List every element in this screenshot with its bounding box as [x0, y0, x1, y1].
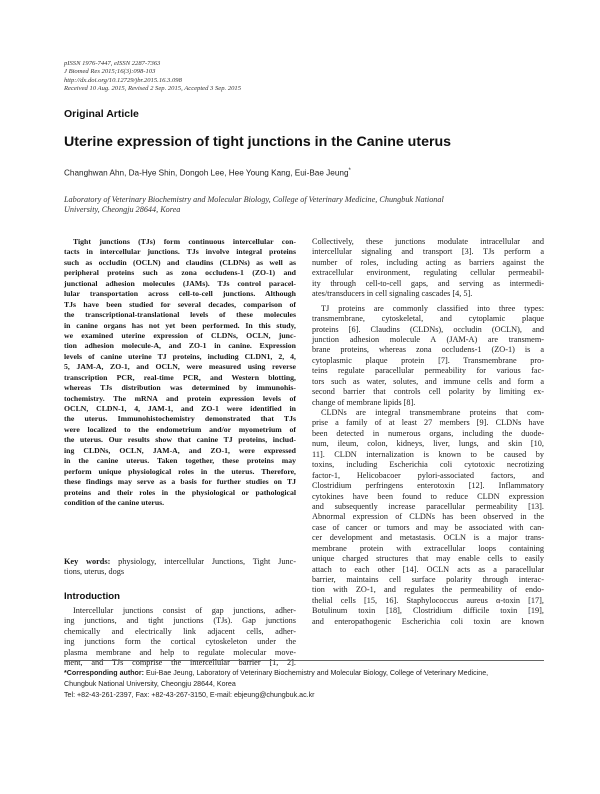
abstract-line: TJs have been studied for several decades, comparison of — [64, 299, 296, 309]
body-line: extracellular environment, regulating cellular permeabil- — [312, 268, 544, 278]
body-line: and enteropathogenic Escherichia coli toxin are known — [312, 616, 544, 626]
right-column — [312, 237, 544, 627]
doi-line[interactable]: http://dx.doi.org/10.12729/jbr.2015.16.3.098 — [64, 76, 182, 84]
body-line: ing junctions, and tight junctions (TJs). Gap junctions — [64, 616, 296, 626]
journal-meta — [64, 60, 364, 93]
abstract-line: ing CLDNs, OCLN, JAM-A, and ZO-1, were expressed — [64, 445, 296, 455]
keywords-label: Key words: — [64, 557, 111, 566]
abstract — [64, 237, 296, 508]
body-line: Botulinum toxin [18], Clostridium difficile toxin [19], — [312, 606, 544, 616]
body-line: tion with ZO-1, and regulates the permeability of endo- — [312, 585, 544, 595]
abstract-line: the transcriptional-translational levels of these molecules — [64, 310, 296, 320]
corresponding-author-footnote — [64, 668, 544, 700]
body-line: ates/transducers in cell signaling cascades [4, 5]. — [312, 289, 473, 299]
keywords — [64, 557, 296, 578]
abstract-line: perform unique physiological roles in the uterus. Therefore, — [64, 466, 296, 476]
body-line: prise a family of at least 27 members [9]. CLDNs have — [312, 418, 544, 428]
abstract-line: tion adhesion molecule-A, and ZO-1 in canine. Expression — [64, 341, 296, 351]
section-heading-introduction: Introduction — [64, 591, 120, 602]
abstract-line: junctional adhesion molecules (JAMs). TJs control paracel- — [64, 278, 296, 288]
body-line: Intercellular junctions consist of gap junctions, adher- — [73, 606, 296, 615]
body-line: factor-1, Helicobacoer pylori-associated factors, and — [312, 470, 544, 480]
abstract-line: condition of the canine uterus. — [64, 497, 165, 507]
body-line: num, ileum, colon, kidneys, liver, lungs, and skin [10, — [312, 439, 544, 449]
footnote-contact: Tel: +82-43-261-2397, Fax: +82-43-267-3150, E-mail: ebjeung@chungbuk.ac.kr — [64, 690, 315, 699]
body-line: toxins, including Escherichia coli cytotoxic necrotizing — [312, 460, 544, 470]
body-line: teins regulate paracellular permeability for various fac- — [312, 366, 544, 376]
body-line: barrier, maintains cell surface polarity through interac- — [312, 575, 544, 584]
body-line: membrane protein with extracellular loops containing — [312, 543, 544, 553]
body-line: case of cancer or tumors and may be associated with can- — [312, 522, 544, 532]
history-line: Received 10 Aug. 2015, Revised 2 Sep. 2015, Accepted 3 Sep. 2015 — [64, 84, 242, 92]
abstract-line: tochemistry. The mRNA and protein expression levels of — [64, 393, 296, 403]
keywords-line: tions, uterus, dogs — [64, 567, 125, 577]
body-line: cytoplasmic plaque protein [7]. Transmembrane pro- — [312, 355, 544, 365]
abstract-line: these findings may serve as a basis for further studies on TJ — [64, 477, 296, 487]
footnote-divider — [64, 660, 544, 661]
body-line: number of roles, including acting as barriers against the — [312, 257, 544, 267]
body-line: chemically and electrically link adjacent cells, adher- — [64, 626, 296, 636]
body-line: ity through cell-to-cell gaps, and serving as intermedi- — [312, 278, 544, 288]
abstract-line: such as occludin (OCLN) and claudins (CLDNs) as well as — [64, 257, 296, 267]
footnote-text: Eui-Bae Jeung, Laboratory of Veterinary Biochemistry and Molecular Biology, College of Veterinary Medicine, — [145, 669, 489, 677]
body-line: ing junctions form the cortical cytoskeleton under the — [64, 637, 296, 647]
body-line: Collectively, these junctions modulate intracellular and — [312, 237, 544, 246]
body-line: transmembrane, cytoskeletal, and cytoplamic plaque — [312, 314, 544, 324]
body-line: TJ proteins are commonly classified into three types: — [321, 303, 544, 313]
author-names: Changhwan Ahn, Da-Hye Shin, Dongoh Lee, Hee Young Kang, Eui-Bae Jeung — [64, 168, 349, 178]
body-line: thelial cells [15, 16]. Staphylococcus aureus α-toxin [17], — [312, 595, 544, 605]
body-line: junction adhesion molecule A (JAM-A) are transmem- — [312, 334, 544, 344]
footnote-line — [64, 668, 544, 679]
footnote-label: *Corresponding author: — [64, 669, 144, 677]
body-line: cytokines have been found to reduce CLDN expression — [312, 491, 544, 501]
abstract-line: were localized to the endometrium and/or myometrium of — [64, 424, 296, 434]
body-line: Clostridium perfringens enterotoxin [12]. Inflammatory — [312, 481, 544, 491]
body-line: second barrier that controls cell polarity by limiting ex- — [312, 387, 544, 397]
article-type: Original Article — [64, 108, 139, 120]
issn-line: pISSN 1976-7447, eISSN 2287-7363 — [64, 60, 161, 67]
abstract-line: in canine organs has not yet been performed. In this study, — [64, 320, 296, 330]
affiliation-line: Laboratory of Veterinary Biochemistry and Molecular Biology, College of Veterinary Medicine, Chungbuk National — [64, 195, 444, 204]
body-line: been detected in numerous organs, including the duode- — [312, 428, 544, 438]
body-line: 11]. CLDN internalization is known to be caused by — [312, 449, 544, 459]
abstract-line: lular transportation across cell-to-cell junctions. Although — [64, 289, 296, 299]
keywords-text: physiology, intercellular Junctions, Tight Junc- — [118, 557, 296, 566]
body-line: intercellular signaling and transport [3]. TJs perform a — [312, 247, 544, 257]
body-line: CLDNs are integral transmembrane proteins that com- — [321, 408, 544, 417]
abstract-line: proteins and their roles in the physiological or pathological — [64, 487, 296, 497]
body-line: brane proteins, whereas zona occludens-1 (ZO-1) is a — [312, 345, 544, 355]
affiliation — [64, 195, 540, 216]
body-line: tors such as water, solutes, and immune cells and form a — [312, 376, 544, 386]
body-line: proteins [6]. Claudins (CLDNs), occludin (OCLN), and — [312, 324, 544, 334]
body-line: cer development and metastasis. OCLN is a major trans- — [312, 533, 544, 543]
body-line: ment, and TJs comprise the intercellular barrier [1, 2]. — [64, 658, 296, 668]
body-line: change of membrane lipids [8]. — [312, 397, 416, 407]
abstract-line: the uterus. Immunohistochemistry demonstrated that TJs — [64, 414, 296, 424]
body-line: Abnormal expression of CLDNs has been observed in the — [312, 512, 544, 522]
corresponding-mark: * — [348, 168, 351, 174]
abstract-line: in the canine uterus. Taken together, these proteins may — [64, 456, 296, 466]
paper-title: Uterine expression of tight junctions in the Canine uterus — [64, 134, 452, 150]
abstract-line: we examined uterine expression of CLDNs, OCLN, junc- — [64, 330, 296, 340]
body-line: and subsequently increase paracellular permeability [13]. — [312, 501, 544, 511]
abstract-line: Tight junctions (TJs) form continuous intercellular con- — [73, 237, 296, 246]
footnote-line: Chungbuk National University, Cheongju 28644, Korea — [64, 679, 236, 688]
abstract-line: 5, JAM-A, ZO-1, and OCLN, were measured using reverse — [64, 362, 296, 372]
keywords-line — [64, 557, 296, 567]
abstract-line: peripheral proteins such as zona occludens-1 (ZO-1) and — [64, 268, 296, 278]
abstract-line: tacts in intercellular junctions. TJs involve integral proteins — [64, 247, 296, 257]
body-line: plasma membrane and help to regulate molecular move- — [64, 647, 296, 657]
body-line: attach to each other [14]. OCLN acts as a paracellular — [312, 564, 544, 574]
abstract-line: transcription PCR, real-time PCR, and Western blotting, — [64, 372, 296, 382]
abstract-line: the uterus. Our results show that canine TJ proteins, includ- — [64, 435, 296, 445]
citation-line: J Biomed Res 2015;16(3):098-103 — [64, 68, 156, 76]
body-line: unique charged structures that may enable cells to easily — [312, 554, 544, 564]
affiliation-line: University, Cheongju 28644, Korea — [64, 205, 181, 215]
author-list — [64, 168, 544, 178]
abstract-line: whereas TJs distribution was determined by immunohis- — [64, 383, 296, 393]
abstract-line: levels of canine uterine TJ proteins, including CLDN1, 2, 4, — [64, 351, 296, 361]
abstract-line: OCLN, CLDN-1, 4, JAM-1, and ZO-1 were identified in — [64, 404, 296, 413]
